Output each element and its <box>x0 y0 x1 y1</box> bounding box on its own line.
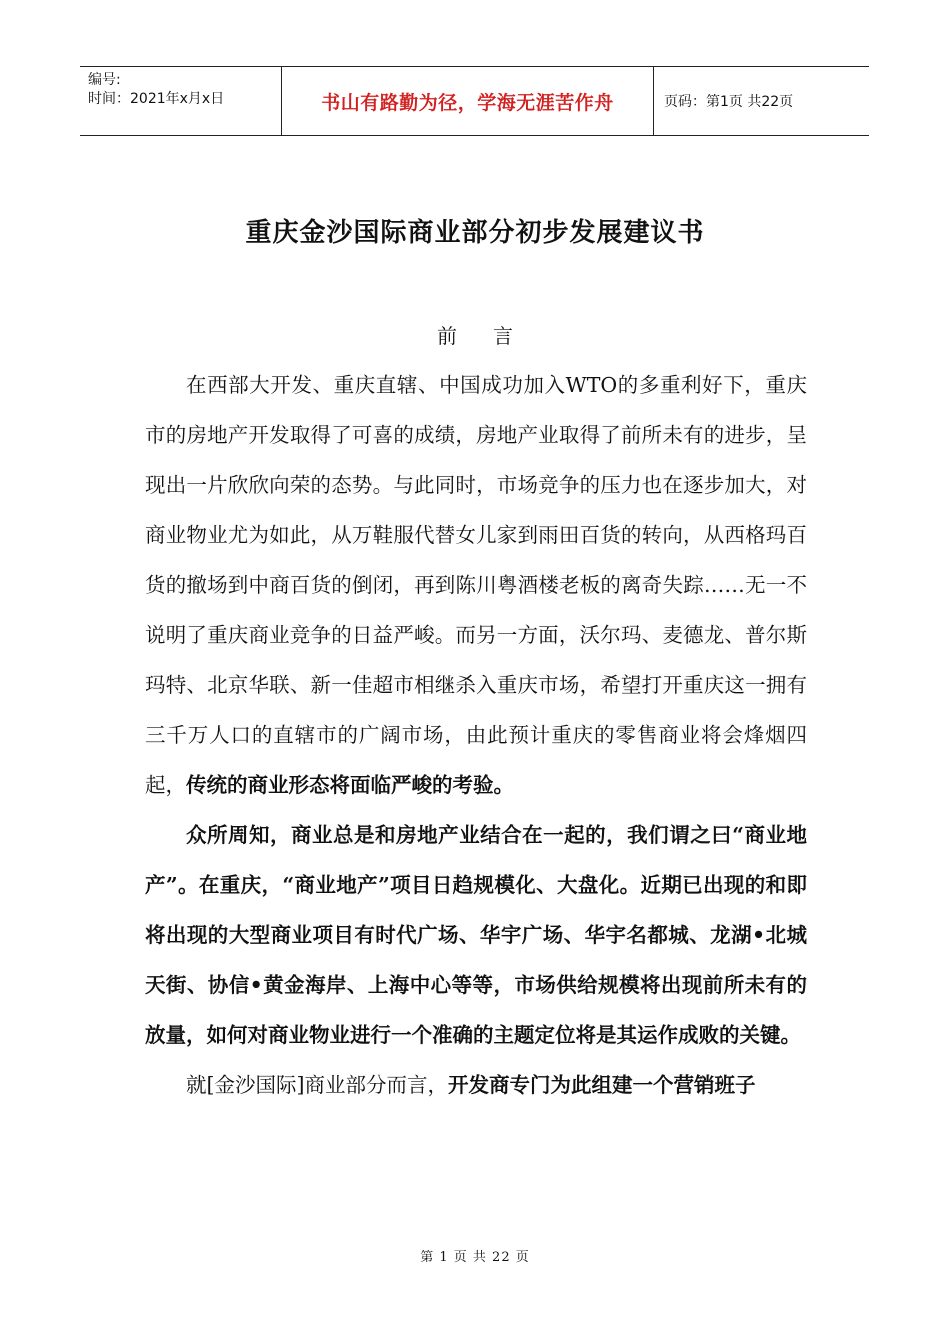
paragraph-3-text: 就[金沙国际]商业部分而言， <box>186 1073 448 1097</box>
paragraph-1-text: 在西部大开发、重庆直辖、中国成功加入WTO的多重利好下，重庆市的房地产开发取得了可喜的成绩，房地产业取得了前所未有的进步，呈现出一片欣欣向荣的态势。与此同时，市场竞争的压力也在逐步加大，对商业物业尤为如此，从万鞋服代替女儿家到雨田百货的转向，从西格玛百货的撤场到中商百货的倒闭，再到陈川粤酒楼老板的离奇失踪……无一不说明了重庆商业竞争的日益严峻。而另一方面，沃尔玛、麦德龙、普尔斯玛特、北京华联、新一佳超市相继杀入重庆市场，希望打开重庆这一拥有三千万人口的直辖市的广阔市场，由此预计重庆的零售商业将会烽烟四起， <box>145 373 807 797</box>
page-footer: 第 1 页 共 22 页 <box>420 1250 530 1265</box>
time-label: 时间：2021年x月x日 <box>88 91 225 107</box>
paragraph-1-bold: 传统的商业形态将面临严峻的考验。 <box>186 773 514 797</box>
document-title: 重庆金沙国际商业部分初步发展建议书 <box>245 218 705 248</box>
section-heading: 前言 <box>437 324 549 348</box>
document-body <box>145 360 807 1110</box>
paragraph-2: 众所周知，商业总是和房地产业结合在一起的，我们谓之曰“商业地产”。在重庆，“商业地产”项目日趋规模化、大盘化。近期已出现的和即将出现的大型商业项目有时代广场、华宇广场、华宇名都城、龙湖•北城天街、协信•黄金海岸、上海中心等等，市场供给规模将出现前所未有的放量，如何对商业物业进行一个准确的主题定位将是其运作成败的关键。 <box>145 823 807 1047</box>
header-motto: 书山有路勤为径，学海无涯苦作舟 <box>282 67 654 135</box>
header-meta-cell <box>80 67 282 135</box>
number-label: 编号: <box>88 72 121 88</box>
paragraph-1 <box>145 360 807 810</box>
paragraph-3 <box>145 1060 807 1110</box>
header-page-info: 页码：第1页 共22页 <box>664 94 794 110</box>
paragraph-3-bold: 开发商专门为此组建一个营销班子 <box>448 1073 756 1097</box>
document-header <box>80 66 869 136</box>
